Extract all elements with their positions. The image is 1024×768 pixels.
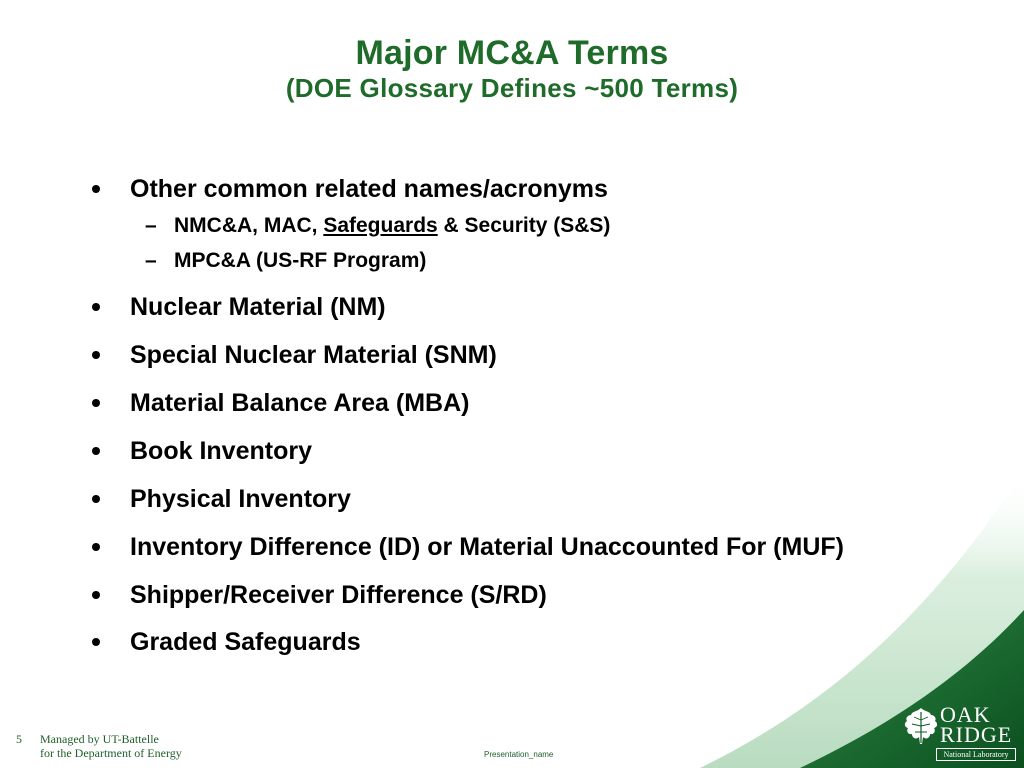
bullet-text: Material Balance Area (MBA) [130, 389, 470, 417]
bullet-text: Inventory Difference (ID) or Material Unaccounted For (MUF) [130, 533, 844, 561]
bullet-dot-icon [92, 495, 100, 503]
underlined-term: Safeguards [323, 214, 438, 237]
bullet-dot-icon [92, 185, 100, 193]
bullet-text: Shipper/Receiver Difference (S/RD) [130, 581, 547, 609]
sub-bullet-text-post: & Security (S&S) [437, 214, 611, 237]
bullet-dot-icon [92, 351, 100, 359]
logo-national-laboratory: National Laboratory [936, 748, 1016, 761]
bullet-dot-icon [92, 447, 100, 455]
bullet-text: Physical Inventory [130, 485, 351, 513]
logo-oak: OAK [940, 702, 991, 727]
bullet-text: Special Nuclear Material (SNM) [130, 341, 497, 369]
bullet-dot-icon [92, 543, 100, 551]
sub-bullet-text: MPC&A (US-RF Program) [174, 249, 427, 272]
logo-ridge: RIDGE [940, 722, 1013, 747]
presentation-name: Presentation_name [484, 750, 554, 759]
footer-department: for the Department of Energy [40, 746, 182, 760]
oak-leaf-icon [902, 706, 940, 746]
title-main: Major MC&A Terms [355, 34, 669, 72]
bullet-text: Nuclear Material (NM) [130, 293, 386, 321]
page-number: 5 [16, 732, 22, 746]
bullet-dot-icon [92, 303, 100, 311]
bullet-dot-icon [92, 591, 100, 599]
title-subtitle: (DOE Glossary Defines ~500 Terms) [285, 73, 739, 103]
dash-icon: – [145, 214, 157, 237]
dash-icon: – [145, 249, 157, 272]
bullet-dot-icon [92, 399, 100, 407]
ornl-logo [902, 700, 1020, 764]
sub-bullet-text-pre: NMC&A, MAC, [174, 214, 324, 237]
footer-managed-by: Managed by UT-Battelle [40, 732, 159, 746]
bullet-dot-icon [92, 638, 100, 646]
sub-bullet-text [174, 214, 610, 238]
bullet-text: Other common related names/acronyms [130, 175, 608, 203]
bullet-text: Graded Safeguards [130, 628, 361, 656]
bullet-text: Book Inventory [130, 437, 312, 465]
